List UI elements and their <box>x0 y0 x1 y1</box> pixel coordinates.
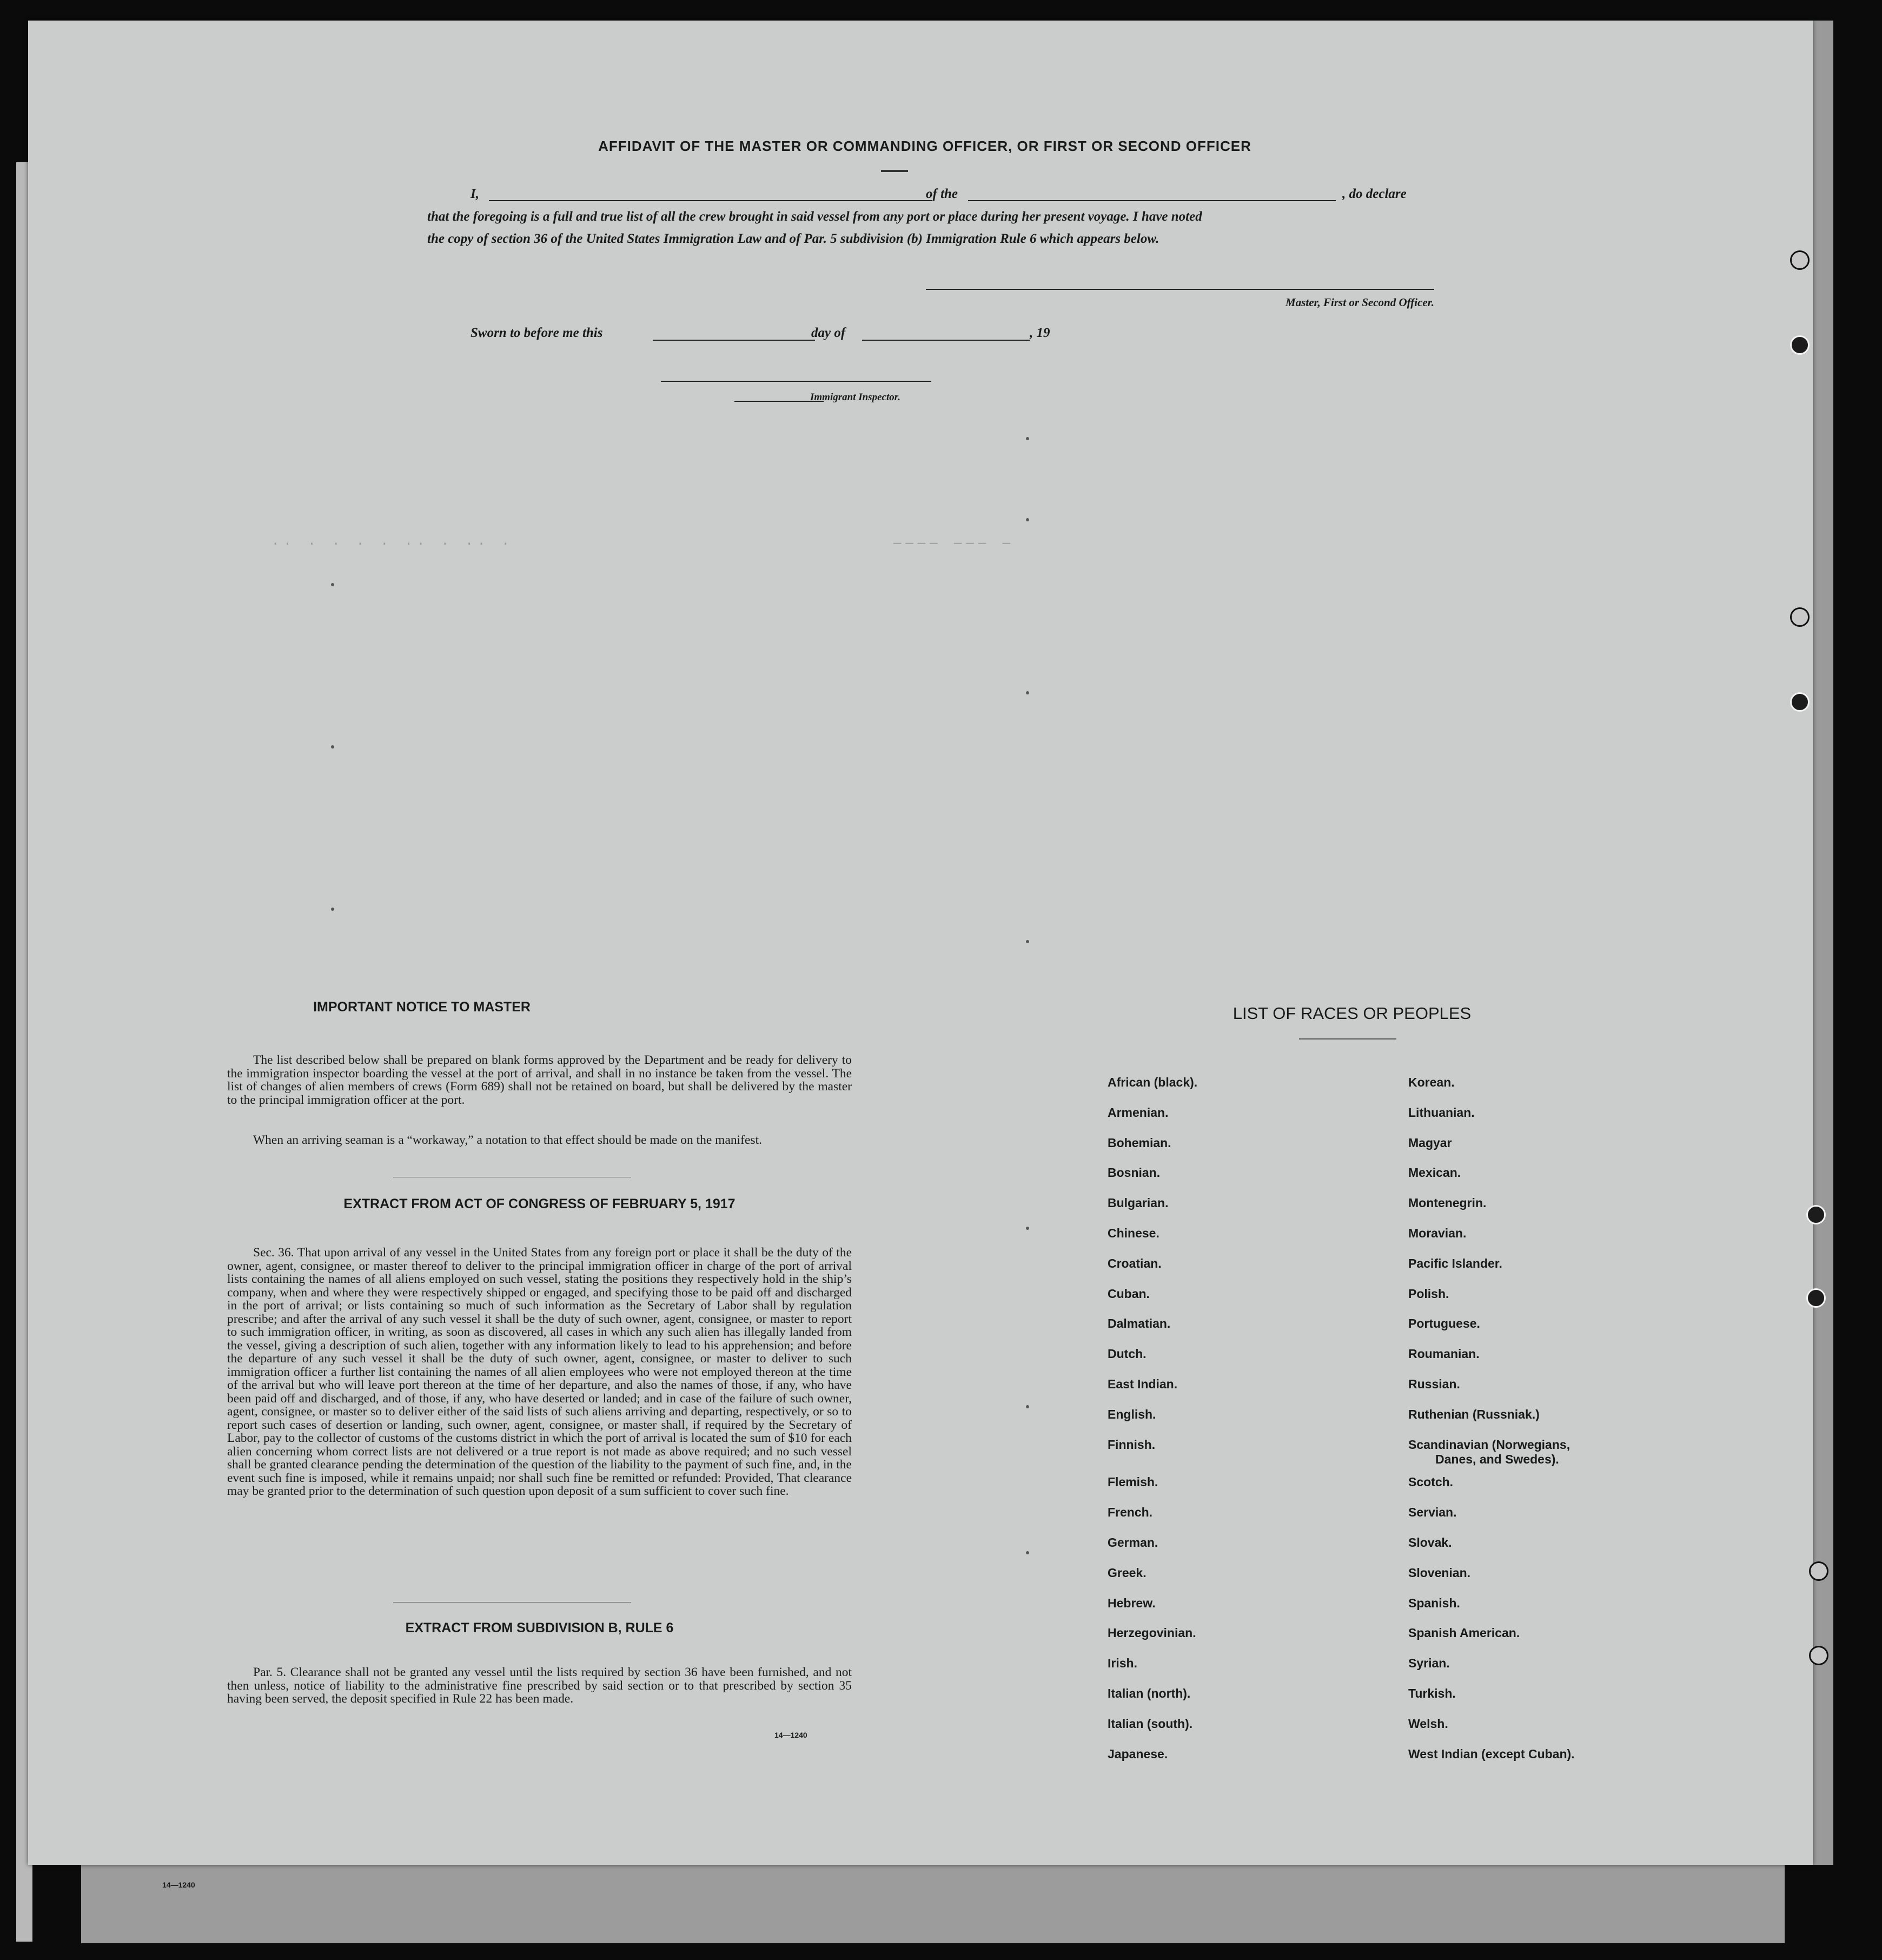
race-item: Italian (south). <box>1108 1717 1193 1731</box>
race-item: Ruthenian (Russniak.) <box>1408 1407 1540 1421</box>
punch-hole <box>1790 335 1810 355</box>
race-item: Welsh. <box>1408 1717 1448 1731</box>
bleed-through-text: ·· · · · · ·· · ·· · <box>271 537 514 552</box>
race-item: Italian (north). <box>1108 1686 1191 1700</box>
race-item: Danes, and Swedes). <box>1435 1452 1559 1466</box>
stray-mark <box>1026 1551 1029 1554</box>
race-item: Montenegrin. <box>1408 1196 1487 1210</box>
race-item: Cuban. <box>1108 1287 1150 1301</box>
race-item: Spanish American. <box>1408 1626 1520 1640</box>
notice-paragraph-1: The list described below shall be prepared on blank forms approved by the Department and be ready for delivery to the immigration inspector boarding the vessel at the port of arrival, and shall in no instance be taken from the vessel. The list of changes of alien members of crews (Form 689) shall not be retained on board, but shall be delivered by the master to the principal immigration officer at the port. <box>227 1053 852 1107</box>
act-extract-title: EXTRACT FROM ACT OF CONGRESS OF FEBRUARY 5, 1917 <box>343 1196 735 1211</box>
stray-mark <box>1026 1227 1029 1230</box>
race-item: Finnish. <box>1108 1438 1156 1452</box>
bleed-through-text: ──── ─── ─ <box>893 537 1015 552</box>
rule-extract-body: Par. 5. Clearance shall not be granted any vessel until the lists required by section 36 have been furnished, and not then unless, notice of liability to the administrative fine prescribed by said section or to that prescribed by section 35 having been served, the deposit specified in Rule 22 has been made. <box>227 1665 852 1706</box>
race-item: Mexican. <box>1408 1166 1461 1180</box>
punch-hole <box>1809 1561 1828 1581</box>
stray-mark <box>1026 437 1029 440</box>
race-item: Korean. <box>1408 1075 1455 1089</box>
races-title: LIST OF RACES OR PEOPLES <box>1232 1004 1472 1023</box>
underlying-sheet <box>81 1860 1785 1943</box>
race-item: African (black). <box>1108 1075 1198 1089</box>
notice-paragraph-2: When an arriving seaman is a “workaway,” a notation to that effect should be made on the manifest. <box>253 1133 762 1147</box>
sworn-day-label: day of <box>811 326 846 340</box>
affidavit-declare-label: , do declare <box>1342 187 1407 201</box>
race-item: Magyar <box>1408 1136 1452 1150</box>
sworn-year-label: , 19 <box>1030 326 1050 340</box>
race-item: Bohemian. <box>1108 1136 1171 1150</box>
stray-mark <box>1026 518 1029 521</box>
race-item: Bosnian. <box>1108 1166 1161 1180</box>
race-item: Lithuanian. <box>1408 1105 1475 1120</box>
affidavit-title: AFFIDAVIT OF THE MASTER OR COMMANDING OFFICER, OR FIRST OR SECOND OFFICER <box>598 138 1251 154</box>
signature-caption: Master, First or Second Officer. <box>1285 296 1434 309</box>
notice-title: IMPORTANT NOTICE TO MASTER <box>313 999 531 1015</box>
sworn-date-line <box>653 340 815 341</box>
race-item: French. <box>1108 1505 1153 1519</box>
signature-line <box>926 289 1434 290</box>
race-item: Polish. <box>1408 1287 1449 1301</box>
stray-mark <box>331 745 334 749</box>
stray-mark <box>331 908 334 911</box>
races-title-divider <box>1299 1038 1396 1039</box>
stray-mark <box>1026 691 1029 694</box>
race-item: Pacific Islander. <box>1408 1256 1502 1270</box>
race-item: Scotch. <box>1408 1475 1454 1489</box>
affidavit-of-the-label: of the <box>926 187 958 201</box>
stray-mark <box>331 583 334 586</box>
title-divider <box>881 170 908 172</box>
race-item: Turkish. <box>1408 1686 1456 1700</box>
rule-extract-title: EXTRACT FROM SUBDIVISION B, RULE 6 <box>405 1620 674 1635</box>
punch-hole <box>1790 250 1810 270</box>
sworn-month-line <box>862 340 1030 341</box>
punch-hole <box>1809 1646 1828 1665</box>
race-item: Chinese. <box>1108 1226 1159 1240</box>
race-item: Russian. <box>1408 1377 1460 1391</box>
manifest-page <box>28 21 1813 1865</box>
section-divider <box>393 1602 631 1603</box>
race-item: Greek. <box>1108 1566 1147 1580</box>
race-item: Bulgarian. <box>1108 1196 1169 1210</box>
race-item: East Indian. <box>1108 1377 1178 1391</box>
race-item: Croatian. <box>1108 1256 1162 1270</box>
inspector-caption: Immigrant Inspector. <box>810 392 900 403</box>
race-item: Dalmatian. <box>1108 1316 1171 1330</box>
race-item: Roumanian. <box>1408 1347 1480 1361</box>
race-item: Herzegovinian. <box>1108 1626 1196 1640</box>
race-item: Moravian. <box>1408 1226 1467 1240</box>
stray-mark <box>1026 1405 1029 1408</box>
footer-form-number: 14—1240 <box>162 1880 195 1889</box>
punch-hole <box>1806 1205 1826 1224</box>
race-item: Irish. <box>1108 1656 1137 1670</box>
race-item: Dutch. <box>1108 1347 1147 1361</box>
race-item: Japanese. <box>1108 1747 1168 1761</box>
stray-mark <box>1026 940 1029 943</box>
race-item: Slovak. <box>1408 1535 1452 1550</box>
vessel-blank-line <box>968 200 1336 201</box>
sworn-prefix: Sworn to before me this <box>470 326 603 340</box>
race-item: Armenian. <box>1108 1105 1169 1120</box>
race-item: Portuguese. <box>1408 1316 1480 1330</box>
act-extract-body: Sec. 36. That upon arrival of any vessel in the United States from any foreign port or place it shall be the duty of the owner, agent, consignee, or master thereof to deliver to the principal immigration officer in charge of the port of arrival lists containing the names of all aliens employed on such vessel, stating the positions they respectively hold in the ship’s company, when and where they were respectively shipped or engaged, and specifying those to be paid off and discharged in the port of arrival; or lists containing so much of such information as the Secretary of Labor shall by regulation prescribe; and after the arrival of any such vessel it shall be the duty of such owner, agent, consignee, or master to report to such immigration officer, in writing, as soon as discovered, all cases in which any such alien has illegally landed from the vessel, giving a description of such alien, together with any information likely to lead to his apprehension; and before the departure of any such vessel it shall be the duty of such owner, agent, consignee, or master to deliver to such immigration officer a further list containing the names of all alien employees who were not employed thereon at the time of the arrival but who will leave port thereon at the time of her departure, and also the names of those, if any, who have been paid off and discharged, and of those, if any, who have deserted or landed; and in case of the failure of such owner, agent, consignee, or master so to deliver either of the said lists of such aliens arriving and departing, respectively, or so to report such cases of desertion or landing, such owner, agent, consignee, or master shall, if required by the Secretary of Labor, pay to the collector of customs of the customs district in which the port of arrival is located the sum of $10 for each alien concerning whom correct lists are not delivered or a true report is not made as above required; and no such vessel shall be granted clearance pending the determination of the question of the liability to the payment of such fine, and, in the event such fine is imposed, while it remains unpaid; nor shall such fine be remitted or refunded: Provided, That clearance may be granted prior to the determination of such question upon deposit of a sum sufficient to cover such fine. <box>227 1246 852 1498</box>
race-item: German. <box>1108 1535 1158 1550</box>
race-item: West Indian (except Cuban). <box>1408 1747 1575 1761</box>
affidavit-line-3: the copy of section 36 of the United States Immigration Law and of Par. 5 subdivision (b) Immigration Rule 6 which appears below. <box>427 231 1159 246</box>
race-item: Scandinavian (Norwegians, <box>1408 1438 1570 1452</box>
name-blank-line <box>489 200 932 201</box>
race-item: Syrian. <box>1408 1656 1450 1670</box>
race-item: Flemish. <box>1108 1475 1158 1489</box>
race-item: Servian. <box>1408 1505 1457 1519</box>
page-binding-strip <box>1813 21 1833 1865</box>
punch-hole <box>1790 692 1810 712</box>
affidavit-i-label: I, <box>470 187 479 201</box>
form-number: 14—1240 <box>774 1731 807 1739</box>
inspector-signature-line <box>661 381 931 382</box>
race-item: Spanish. <box>1408 1596 1460 1610</box>
punch-hole <box>1806 1288 1826 1308</box>
affidavit-line-2: that the foregoing is a full and true list of all the crew brought in said vessel from any port or place during her present voyage. I have noted <box>427 209 1202 224</box>
punch-hole <box>1790 607 1810 627</box>
race-item: English. <box>1108 1407 1156 1421</box>
race-item: Slovenian. <box>1408 1566 1471 1580</box>
race-item: Hebrew. <box>1108 1596 1156 1610</box>
